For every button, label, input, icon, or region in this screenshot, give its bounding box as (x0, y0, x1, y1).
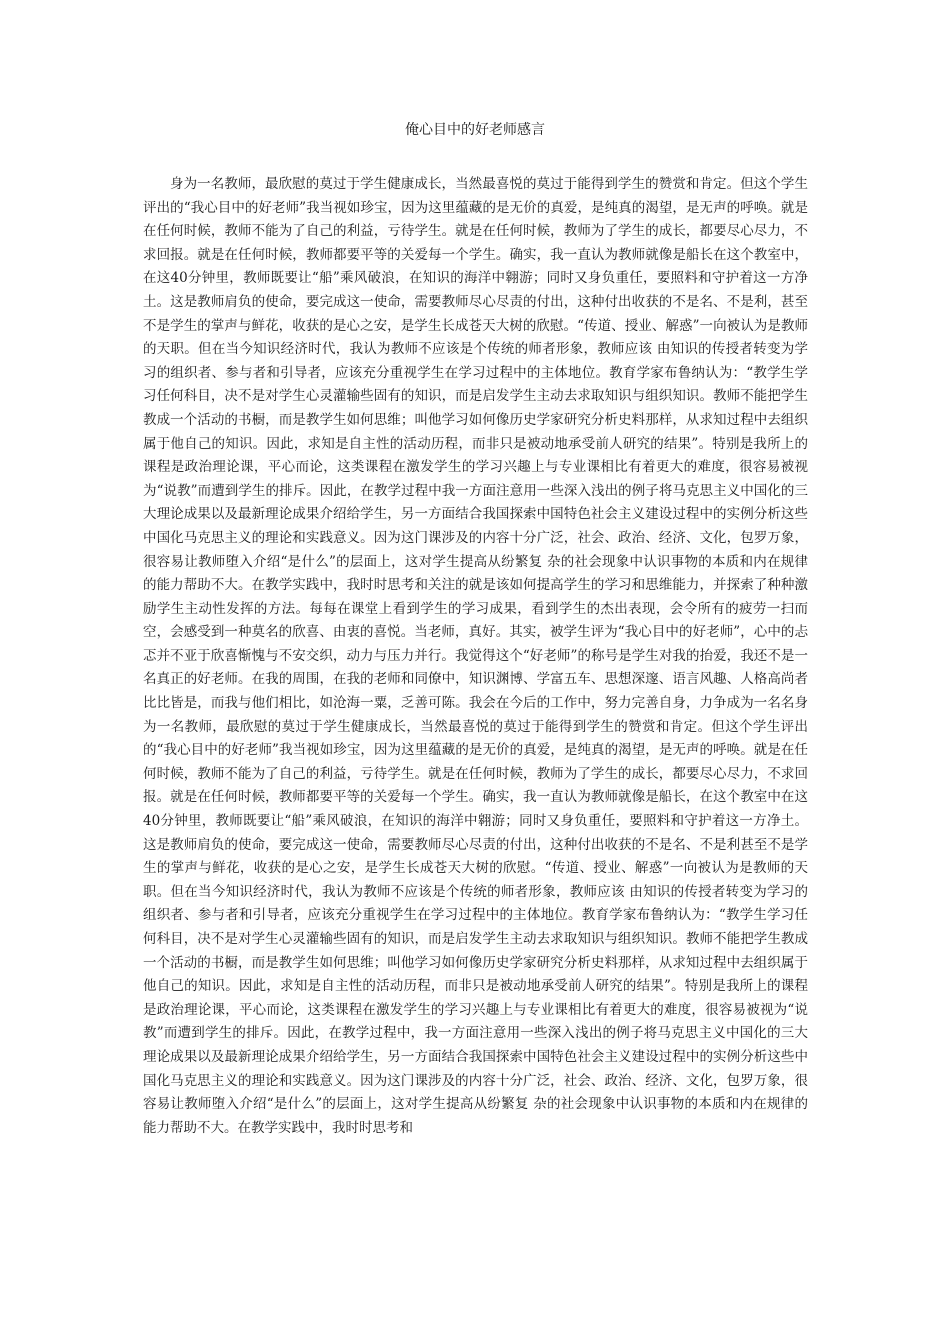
document-title: 俺心目中的好老师感言 (405, 122, 545, 138)
document-body-paragraph: 身为一名教师，最欣慰的莫过于学生健康成长，当然最喜悦的莫过于能得到学生的赞赏和肯定。但这个学生评出的“我心目中的好老师”我当视如珍宝，因为这里蕴藏的是无价的真爱，是纯真的渴望，是无声的呼唤。就是在任何时候，教师不能为了自己的利益，亏待学生。就是在任何时候，教师为了学生的成长，都要尽心尽力，不求回报。就是在任何时候，教师都要平等的关爱每一个学生。确实，我一直认为教师就像是船长在这个教室中，在这40分钟里，教师既要让“船”乘风破浪，在知识的海洋中翱游；同时又身负重任，要照料和守护着这一方净土。这是教师肩负的使命，要完成这一使命，需要教师尽心尽责的付出，这种付出收获的不是名、不是利，甚至不是学生的掌声与鲜花，收获的是心之安，是学生长成苍天大树的欣慰。“传道、授业、解惑”一向被认为是教师的天职。但在当今知识经济时代，我认为教师不应该是个传统的师者形象，教师应该 由知识的传授者转变为学习的组织者、参与者和引导者，应该充分重视学生在学习过程中的主体地位。教育学家布鲁纳认为：“教学生学习任何科目，决不是对学生心灵灌输些固有的知识，而是启发学生主动去求取知识与组织知识。教师不能把学生教成一个活动的书橱，而是教学生如何思维；叫他学习如何像历史学家研究分析史料那样，从求知过程中去组织属于他自己的知识。因此，求知是自主性的活动历程，而非只是被动地承受前人研究的结果”。特别是我所上的课程是政治理论课，平心而论，这类课程在激发学生的学习兴趣上与专业课相比有着更大的难度，很容易被视为“说教”而遭到学生的排斥。因此，在教学过程中我一方面注意用一些深入浅出的例子将马克思主义中国化的三大理论成果以及最新理论成果介绍给学生，另一方面结合我国探索中国特色社会主义建设过程中的实例分析这些中国化马克思主义的理论和实践意义。因为这门课涉及的内容十分广泛，社会、政治、经济、文化，包罗万象，很容易让教师堕入介绍“是什么”的层面上，这对学生提高从纷繁复 杂的社会现象中认识事物的本质和内在规律的能力帮助不大。在教学实践中，我时时思考和关注的就是该如何提高学生的学习和思维能力，并探索了种种激励学生主动性发挥的方法。每每在课堂上看到学生的学习成果，看到学生的杰出表现，会令所有的疲劳一扫而空，会感受到一种莫名的欣喜、由衷的喜悦。当老师，真好。其实，被学生评为“我心目中的好老师”，心中的忐忑并不亚于欣喜惭愧与不安交织，动力与压力并行。我觉得这个“好老师”的称号是学生对我的抬爱，我还不是一名真正的好老师。在我的周围，在我的老师和同僚中，知识渊博、学富五车、思想深邃、语言风趣、人格高尚者比比皆是，而我与他们相比，如沧海一粟，乏善可陈。我会在今后的工作中，努力完善自身，力争成为一名名身为一名教师，最欣慰的莫过于学生健康成长，当然最喜悦的莫过于能得到学生的赞赏和肯定。但这个学生评出的“我心目中的好老师”我当视如珍宝，因为这里蕴藏的是无价的真爱，是纯真的渴望，是无声的呼唤。就是在任何时候，教师不能为了自己的利益，亏待学生。就是在任何时候，教师为了学生的成长，都要尽心尽力，不求回报。就是在任何时候，教师都要平等的关爱每一个学生。确实，我一直认为教师就像是船长，在这个教室中在这40分钟里，教师既要让“船”乘风破浪，在知识的海洋中翱游；同时又身负重任，要照料和守护着这一方净土。这是教师肩负的使命，要完成这一使命，需要教师尽心尽责的付出，这种付出收获的不是名、不是利甚至不是学生的掌声与鲜花，收获的是心之安，是学生长成苍天大树的欣慰。“传道、授业、解惑”一向被认为是教师的天职。但在当今知识经济时代，我认为教师不应该是个传统的师者形象，教师应该 由知识的传授者转变为学习的组织者、参与者和引导者，应该充分重视学生在学习过程中的主体地位。教育学家布鲁纳认为：“教学生学习任何科目，决不是对学生心灵灌输些固有的知识，而是启发学生主动去求取知识与组织知识。教师不能把学生教成一个活动的书橱，而是教学生如何思维；叫他学习如何像历史学家研究分析史料那样，从求知过程中去组织属于他自己的知识。因此，求知是自主性的活动历程，而非只是被动地承受前人研究的结果”。特别是我所上的课程是政治理论课，平心而论，这类课程在激发学生的学习兴趣上与专业课相比有着更大的难度，很容易被视为“说教”而遭到学生的排斥。因此，在教学过程中，我一方面注意用一些深入浅出的例子将马克思主义中国化的三大理论成果以及最新理论成果介绍给学生，另一方面结合我国探索中国特色社会主义建设过程中的实例分析这些中国化马克思主义的理论和实践意义。因为这门课涉及的内容十分广泛，社会、政治、经济、文化，包罗万象，很容易让教师堕入介绍“是什么”的层面上，这对学生提高从纷繁复 杂的社会现象中认识事物的本质和内在规律的能力帮助不大。在教学实践中，我时时思考和 (143, 176, 808, 1136)
